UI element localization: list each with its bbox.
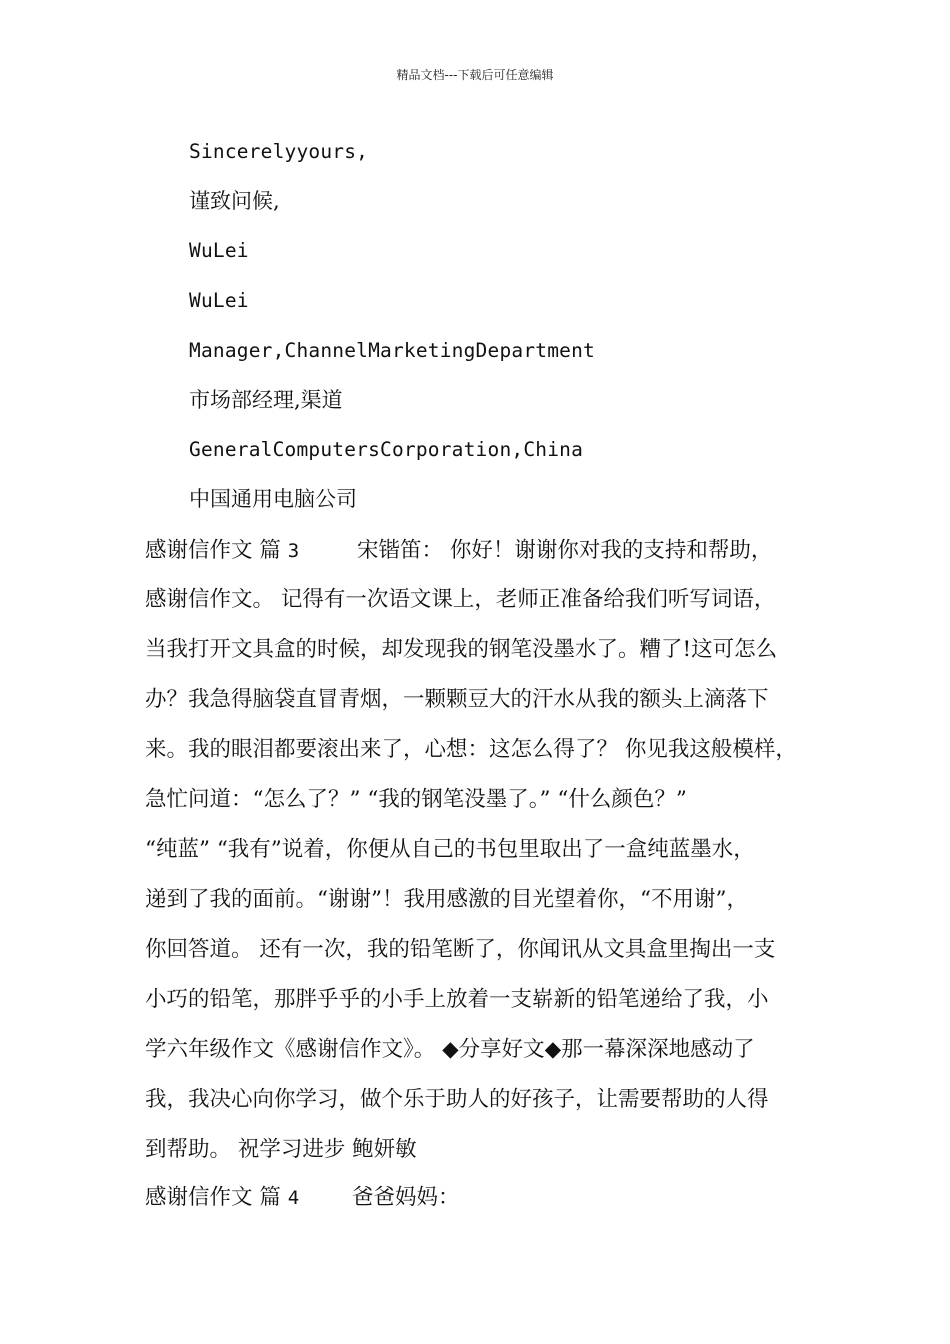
signer-name-repeat: WuLei (189, 289, 249, 312)
signer-name: WuLei (189, 239, 249, 262)
body-line: 办？我急得脑袋直冒青烟，一颗颗豆大的汗水从我的额头上滴落下 (145, 687, 769, 712)
section-4-salutation: 爸爸妈妈： (352, 1185, 460, 1210)
body-line: “纯蓝” “我有”说着，你便从自己的书包里取出了一盒纯蓝墨水， (145, 837, 755, 862)
page-header: 精品文档---下载后可任意编辑 (396, 68, 554, 82)
body-line: 到帮助。 祝学习进步 鲍妍敏 (145, 1137, 417, 1162)
body-line: 来。我的眼泪都要滚出来了，心想：这怎么得了？ 你见我这般模样， (145, 737, 797, 762)
closing-chinese: 谨致问候, (189, 189, 280, 213)
company-english: GeneralComputersCorporation,China (189, 438, 584, 461)
signer-title-english: Manager,ChannelMarketingDepartment (189, 339, 595, 362)
body-line: 当我打开文具盒的时候，却发现我的钢笔没墨水了。糟了!这可怎么 (145, 637, 778, 662)
body-line: 我，我决心向你学习，做个乐于助人的好孩子，让需要帮助的人得 (145, 1087, 769, 1112)
closing-english: Sincerelyyours, (189, 140, 369, 163)
body-line: 小巧的铅笔，那胖乎乎的小手上放着一支崭新的铅笔递给了我，小 (145, 987, 769, 1012)
section-3-heading (145, 536, 299, 566)
section-4-heading-number: 4 (287, 1187, 300, 1209)
signer-title-chinese: 市场部经理,渠道 (189, 388, 343, 412)
body-line: 急忙问道：“怎么了？” “我的钢笔没墨了。” “什么颜色？” (145, 787, 687, 812)
section-3-first-line: 宋锴笛： 你好！谢谢你对我的支持和帮助， (357, 538, 773, 563)
section-4-heading (145, 1183, 299, 1213)
section-3-heading-number: 3 (287, 540, 300, 562)
company-chinese: 中国通用电脑公司 (189, 487, 357, 511)
section-4-heading-prefix: 感谢信作文 篇 (145, 1185, 281, 1210)
body-line: 递到了我的面前。“谢谢”！我用感激的目光望着你，“不用谢”， (145, 887, 748, 912)
body-line: 感谢信作文。 记得有一次语文课上，老师正准备给我们听写词语， (145, 587, 776, 612)
body-line: 学六年级作文《感谢信作文》。 ◆分享好文◆那一幕深深地感动了 (145, 1037, 755, 1062)
body-line: 你回答道。 还有一次，我的铅笔断了，你闻讯从文具盒里掏出一支 (145, 937, 776, 962)
section-3-body (145, 575, 825, 1175)
section-3-heading-prefix: 感谢信作文 篇 (145, 538, 281, 563)
